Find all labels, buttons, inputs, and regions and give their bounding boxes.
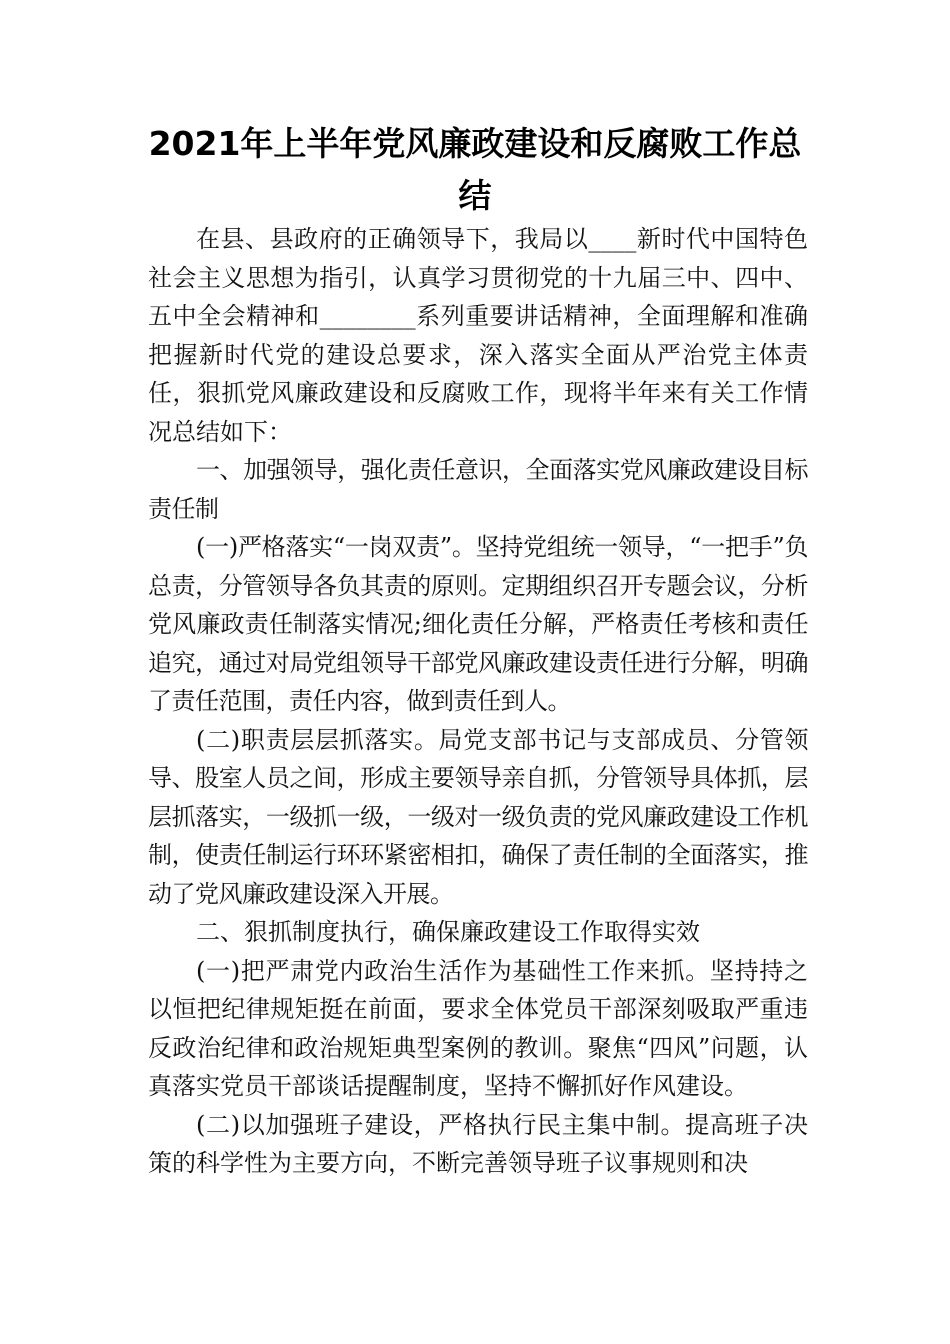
paragraph-1-1: (一)严格落实“一岗双责”。坚持党组统一领导，“一把手”负总责，分管领导各负其责的原则。定期组织召开专题会议，分析党风廉政责任制落实情况;细化责任分解，严格责任考核和责任追究，通过对局党组领导干部党风廉政建设责任进行分解，明确了责任范围，责任内容，做到责任到人。 <box>148 533 808 715</box>
paragraph-1-2: (二)职责层层抓落实。局党支部书记与支部成员、分管领导、股室人员之间，形成主要领导亲自抓，分管领导具体抓，层层抓落实，一级抓一级，一级对一级负责的党风廉政建设工作机制，使责任制运行环环紧密相扣，确保了责任制的全面落实，推动了党风廉政建设深入开展。 <box>148 725 808 908</box>
heading-section-2: 二、狠抓制度执行，确保廉政建设工作取得实效 <box>196 918 700 946</box>
heading-section-1: 一、加强领导，强化责任意识，全面落实党风廉政建设目标责任制 <box>148 456 808 523</box>
paragraph-intro: 在县、县政府的正确领导下，我局以____新时代中国特色社会主义思想为指引，认真学习贯彻党的十九届三中、四中、五中全会精神和________系列重要讲话精神，全面理解和准确把握新时代党的建设总要求，深入落实全面从严治党主体责任，狠抓党风廉政建设和反腐败工作，现将半年来有关工作情况总结如下： <box>148 225 808 446</box>
document-title: 2021年上半年党风廉政建设和反腐败工作总结 <box>148 124 802 215</box>
paragraph-2-1: (一)把严肃党内政治生活作为基础性工作来抓。坚持持之以恒把纪律规矩挺在前面，要求全体党员干部深刻吸取严重违反政治纪律和政治规矩典型案例的教训。聚焦“四风”问题，认真落实党员干部谈话提醒制度，坚持不懈抓好作风建设。 <box>148 956 808 1100</box>
document-body <box>148 220 808 1183</box>
paragraph-2-2: (二)以加强班子建设，严格执行民主集中制。提高班子决策的科学性为主要方向，不断完善领导班子议事规则和决 <box>148 1110 808 1177</box>
